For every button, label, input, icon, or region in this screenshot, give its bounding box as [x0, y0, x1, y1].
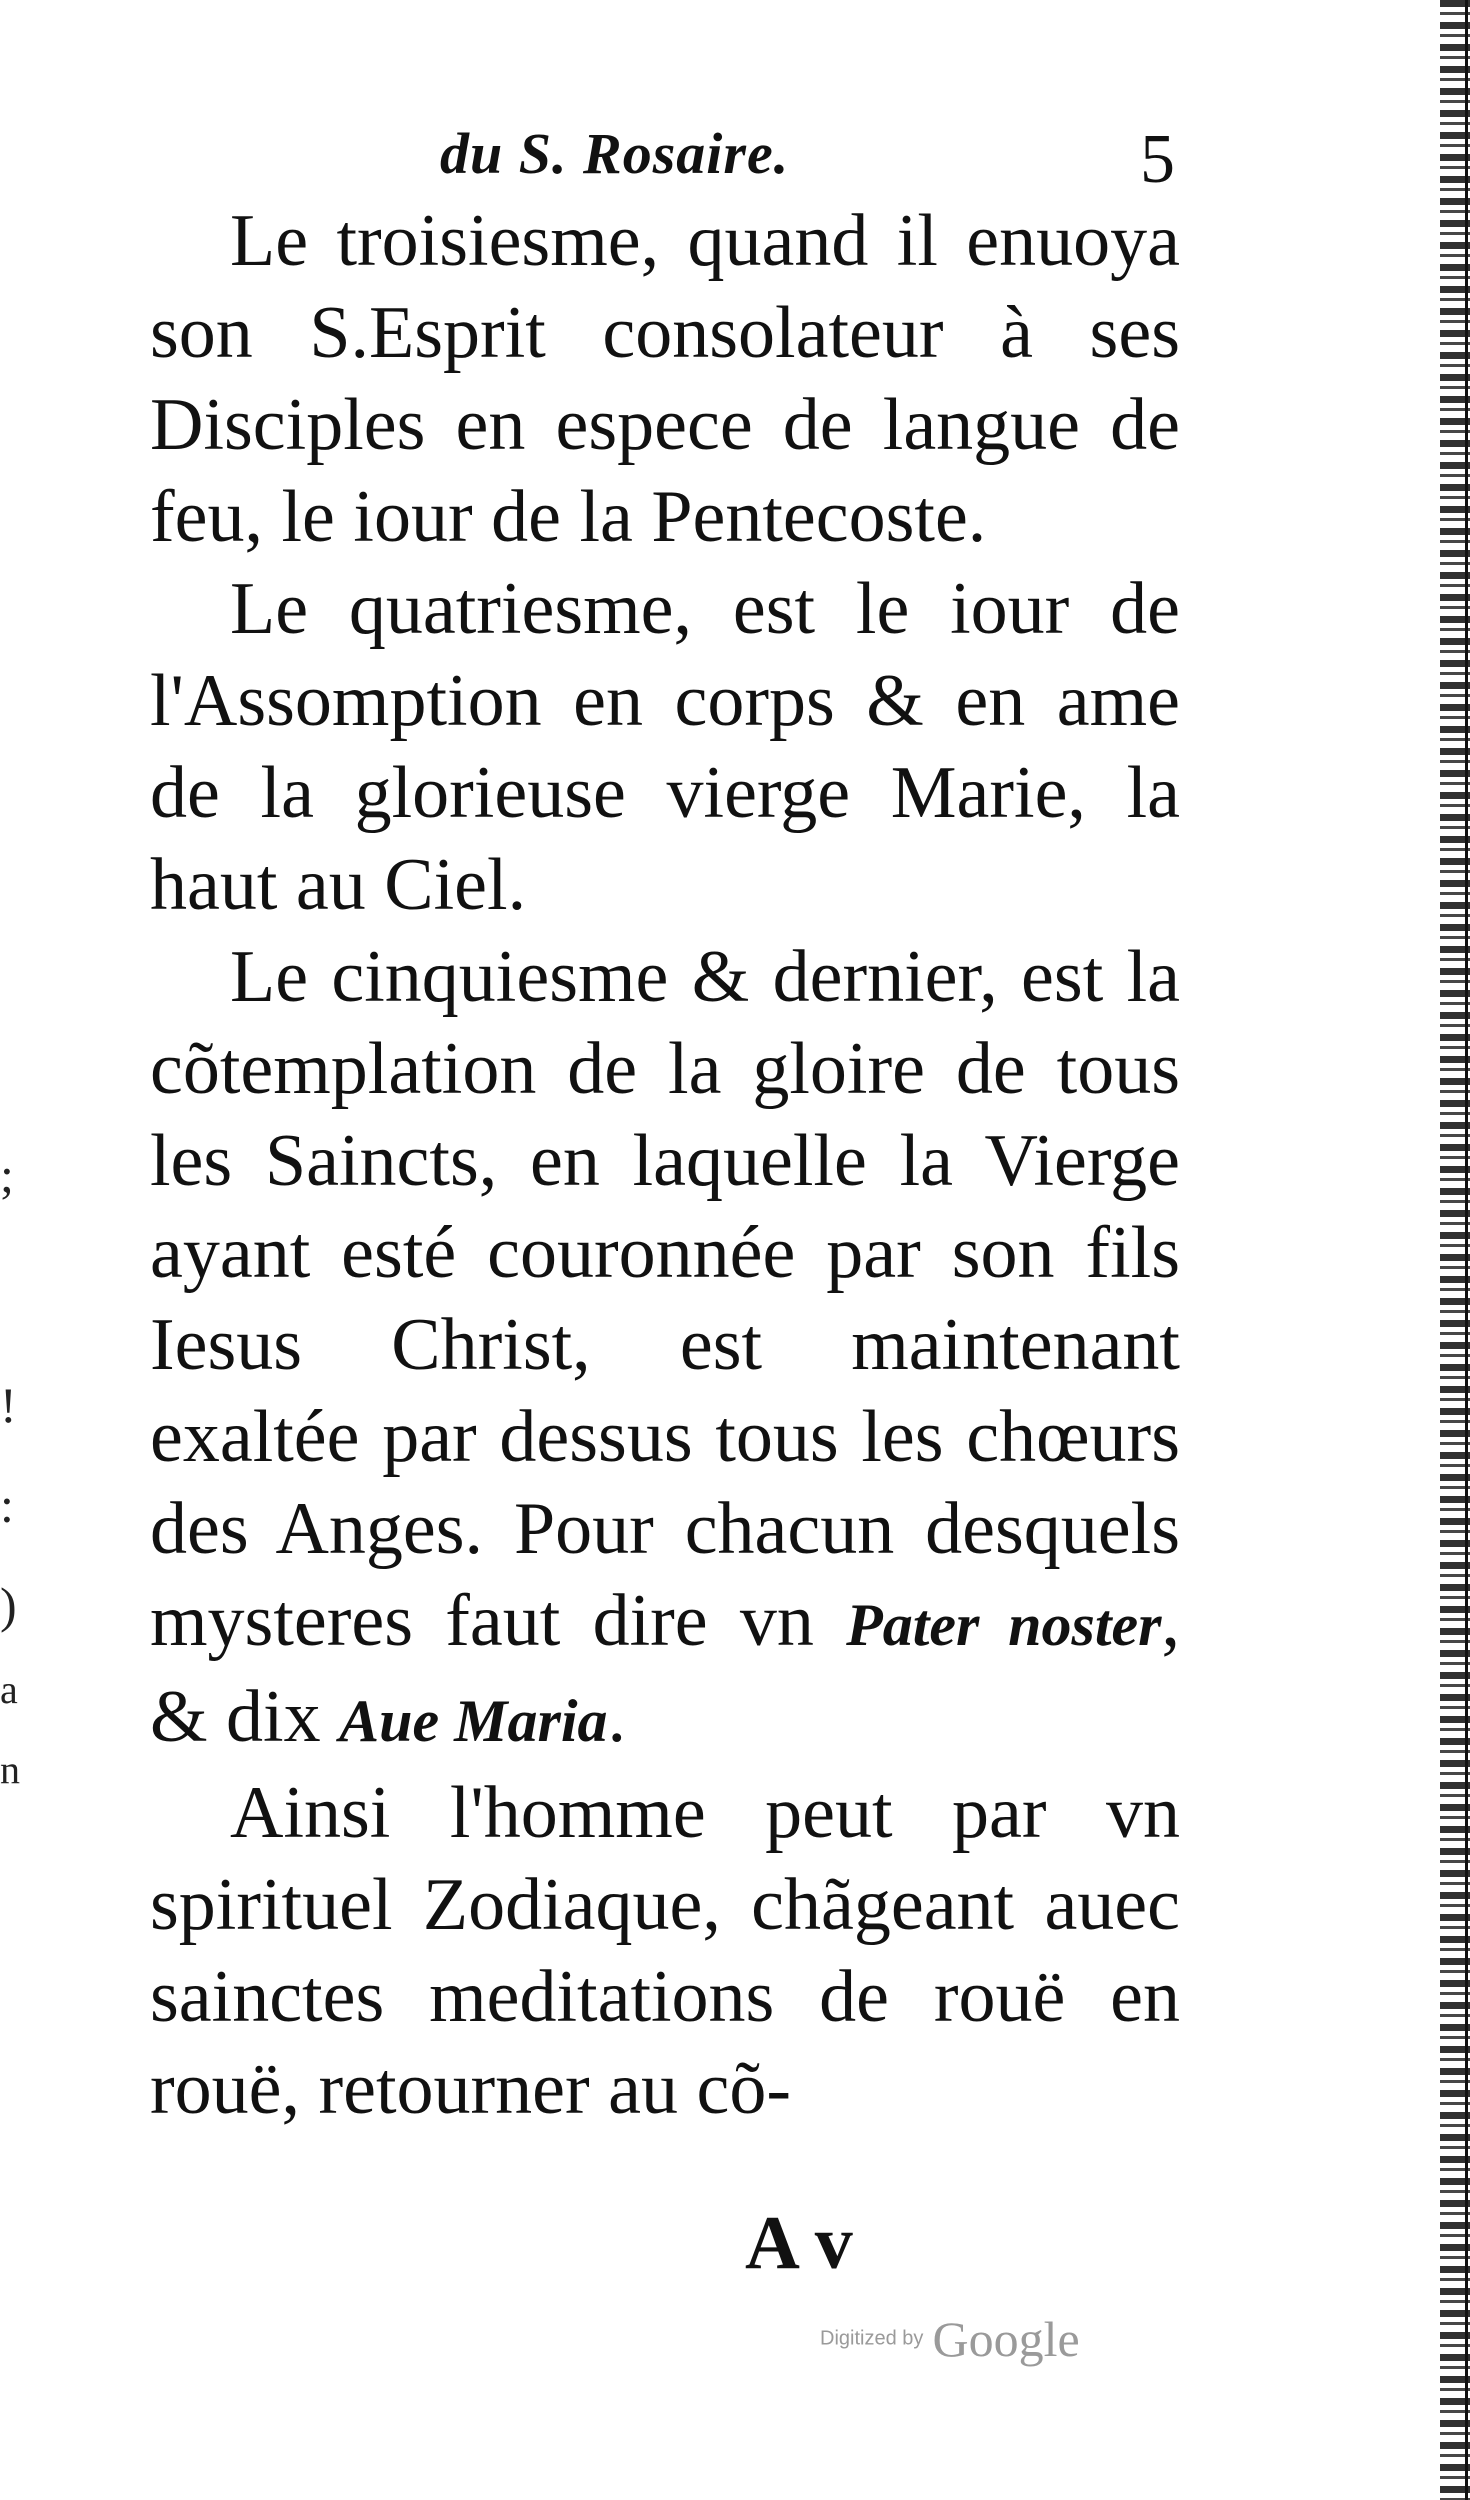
page-header [440, 120, 1240, 200]
paragraph [150, 1767, 1180, 2135]
text-run: Le troisiesme, quand il enuoya son S.Esprit consolateur à ses Disciples en espece de langue de feu, le iour de la Pentecoste. [150, 200, 1180, 558]
text-run: Le quatriesme, est le iour de l'Assomption en corps & en ame de la glorieuse vierge Marie, la haut au Ciel. [150, 568, 1180, 926]
text-run: Ainsi l'homme peut par vn spirituel Zodiaque, chãgeant auec sainctes meditations de rouë en rouë, retourner au cõ- [150, 1772, 1180, 2130]
running-title: du S. Rosaire. [440, 121, 790, 186]
body-text [150, 195, 1180, 2135]
left-margin-bleed-through: ; ! : ) a n [0, 1147, 20, 1792]
page-edge-line [1465, 0, 1468, 2500]
italic-phrase: Pater noster [846, 1592, 1162, 1658]
text-run: Le cinquiesme & dernier, est la cõtemplation de la gloire de tous les Saincts, en laquelle la Vierge ayant esté couronnée par son fils Iesus Christ, est maintenant exaltée par dessus tous les chœurs des Anges. Pour chacun desquels mysteres faut dire vn [150, 936, 1180, 1662]
text-run: , & dix [150, 1580, 1181, 1758]
google-logo-text: Google [932, 2311, 1080, 2367]
italic-phrase: Aue Maria [339, 1688, 608, 1754]
digitized-prefix: Digitized by [820, 2327, 924, 2350]
page-number: 5 [1140, 121, 1175, 198]
digitized-by-google-watermark [820, 2310, 1080, 2368]
signature-mark: A v [745, 2201, 853, 2285]
paragraph [150, 931, 1180, 1767]
paragraph [150, 563, 1180, 931]
text-run: . [607, 1676, 627, 1758]
paragraph [150, 195, 1180, 563]
